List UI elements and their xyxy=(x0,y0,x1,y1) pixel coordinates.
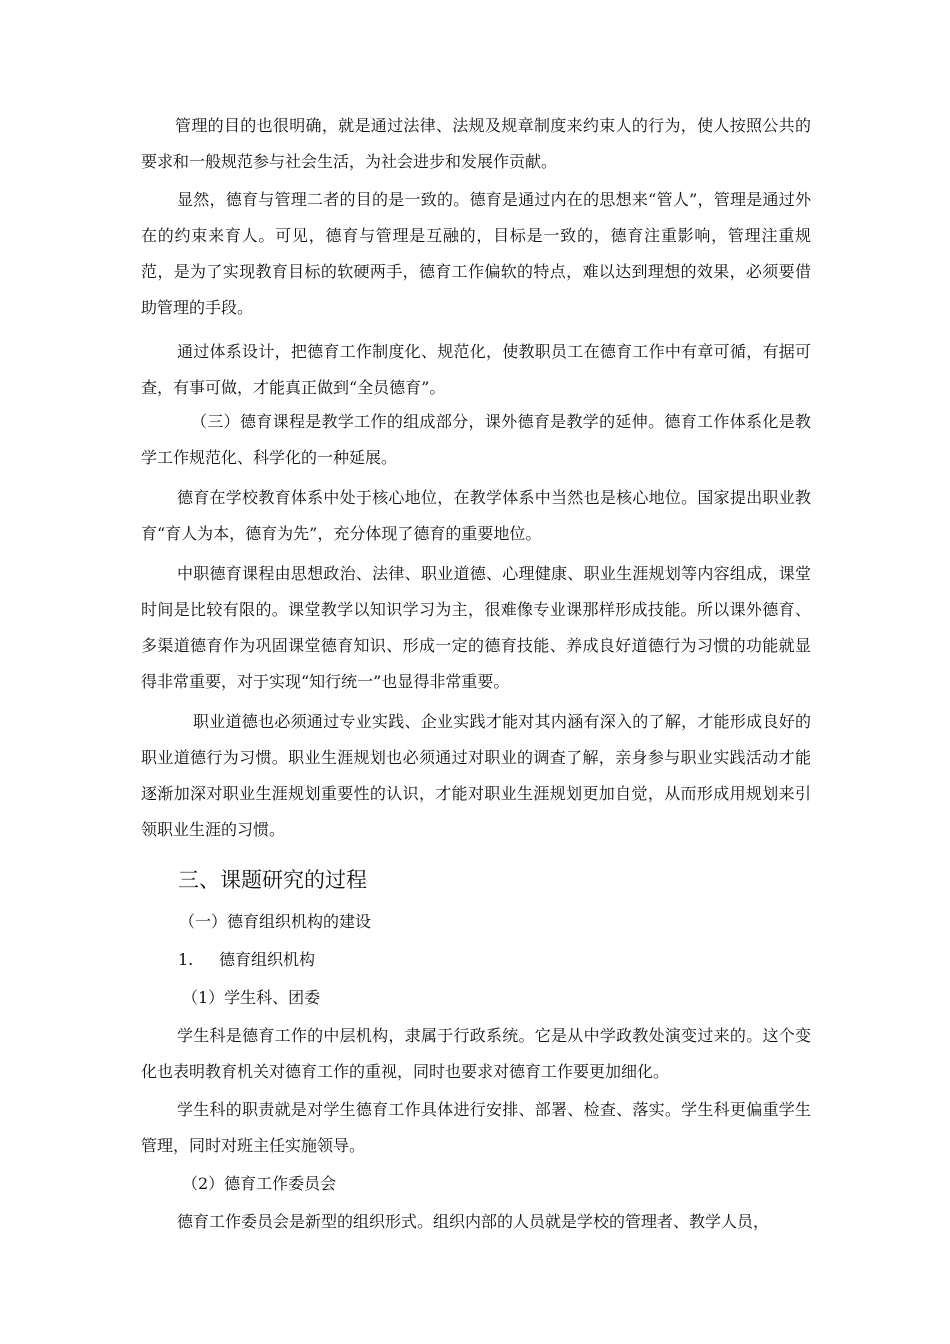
paragraph-student-office-intro: 学生科是德育工作的中层机构，隶属于行政系统。它是从中学政教处演变过来的。这个变化也表明教育机关对德育工作的重视，同时也要求对德育工作要更加细化。 xyxy=(141,1026,811,1081)
paragraph-vocational-courses: 中职德育课程由思想政治、法律、职业道德、心理健康、职业生涯规划等内容组成，课堂时间是比较有限的。课堂教学以知识学习为主，很难像专业课那样形成技能。所以课外德育、多渠道德育作为巩固课堂德育知识、形成一定的德育技能、养成良好道德行为习惯的功能就显得非常重要，对于实现“知行统一”也显得非常重要。 xyxy=(141,564,811,691)
paragraph-moral-vs-management: 显然，德育与管理二者的目的是一致的。德育是通过内在的思想来“管人”，管理是通过外在的约束来育人。可见，德育与管理是互融的，目标是一致的，德育注重影响，管理注重规范，是为了实现教育目标的软硬两手，德育工作偏软的特点，难以达到理想的效果，必须要借助管理的手段。 xyxy=(141,190,811,317)
section-heading: 三、课题研究的过程 xyxy=(178,868,367,892)
paragraph-management-purpose: 管理的目的也很明确，就是通过法律、法规及规章制度来约束人的行为，使人按照公共的要求和一般规范参与社会生活，为社会进步和发展作贡献。 xyxy=(141,116,811,171)
paragraph-system-design: 通过体系设计，把德育工作制度化、规范化，使教职员工在德育工作中有章可循，有据可查，有事可做，才能真正做到“全员德育”。 xyxy=(141,342,811,397)
sub-item-student-office: （1）学生科、团委 xyxy=(182,988,321,1007)
paragraph-curriculum-extension: （三）德育课程是教学工作的组成部分，课外德育是教学的延伸。德育工作体系化是教学工作规范化、科学化的一种延展。 xyxy=(141,412,811,467)
sub-item-moral-committee: （2）德育工作委员会 xyxy=(182,1174,337,1193)
paragraph-professional-ethics: 职业道德也必须通过专业实践、企业实践才能对其内涵有深入的了解，才能形成良好的职业道德行为习惯。职业生涯规划也必须通过对职业的调查了解，亲身参与职业实践活动才能逐渐加深对职业生涯规划重要性的认识，才能对职业生涯规划更加自觉，从而形成用规划来引领职业生涯的习惯。 xyxy=(141,712,811,839)
subheading-organization-construction: （一）德育组织机构的建设 xyxy=(179,912,372,931)
list-item-number: 1. xyxy=(178,950,194,969)
list-item-label: 德育组织机构 xyxy=(219,950,316,969)
paragraph-moral-committee: 德育工作委员会是新型的组织形式。组织内部的人员就是学校的管理者、教学人员， xyxy=(177,1212,770,1231)
paragraph-student-office-duty: 学生科的职责就是对学生德育工作具体进行安排、部署、检查、落实。学生科更偏重学生管理，同时对班主任实施领导。 xyxy=(141,1100,811,1155)
paragraph-core-position: 德育在学校教育体系中处于核心地位，在教学体系中当然也是核心地位。国家提出职业教育“育人为本，德育为先”，充分体现了德育的重要地位。 xyxy=(141,488,811,543)
